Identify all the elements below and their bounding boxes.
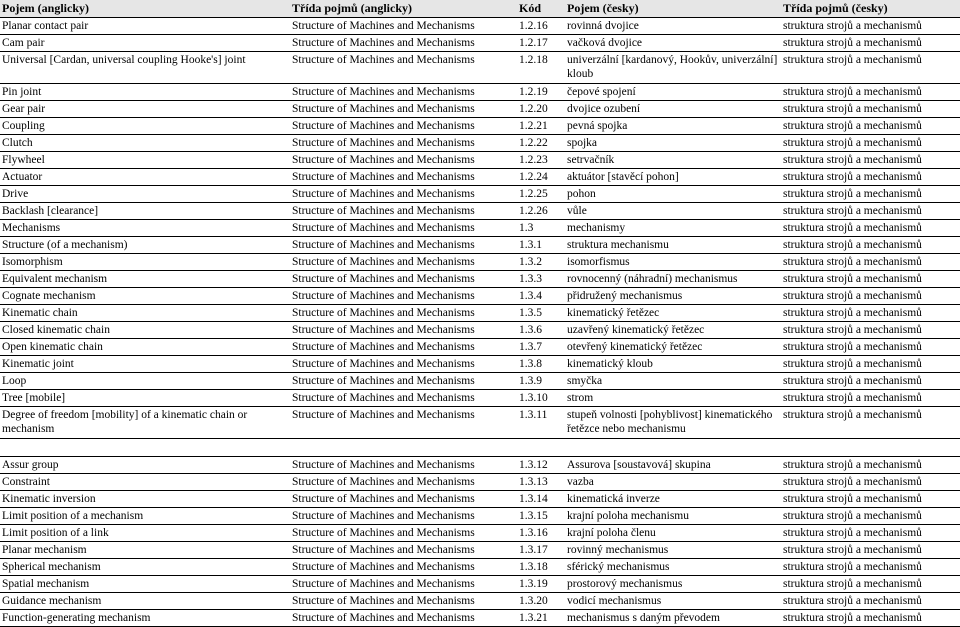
cell-term-en: Kinematic inversion xyxy=(0,491,290,508)
cell-code: 1.3.21 xyxy=(517,610,565,627)
cell-class-cz: struktura strojů a mechanismů xyxy=(781,593,960,610)
cell-class-en: Structure of Machines and Mechanisms xyxy=(290,525,517,542)
cell-term-cz: krajní poloha členu xyxy=(565,525,781,542)
cell-term-en: Flywheel xyxy=(0,152,290,169)
cell-term-cz: stupeň volnosti [pohyblivost] kinematického řetězce nebo mechanismu xyxy=(565,407,781,439)
cell-class-en: Structure of Machines and Mechanisms xyxy=(290,186,517,203)
cell-code: 1.2.26 xyxy=(517,203,565,220)
table-row xyxy=(0,220,960,237)
cell-term-cz: čepové spojení xyxy=(565,84,781,101)
cell-class-cz: struktura strojů a mechanismů xyxy=(781,407,960,439)
cell-class-cz: struktura strojů a mechanismů xyxy=(781,339,960,356)
cell-term-cz: struktura mechanismu xyxy=(565,237,781,254)
cell-code: 1.3.6 xyxy=(517,322,565,339)
cell-term-en: Isomorphism xyxy=(0,254,290,271)
cell-term-en: Assur group xyxy=(0,457,290,474)
cell-class-en: Structure of Machines and Mechanisms xyxy=(290,118,517,135)
cell-code: 1.2.24 xyxy=(517,169,565,186)
cell-class-cz: struktura strojů a mechanismů xyxy=(781,491,960,508)
cell-code: 1.3.3 xyxy=(517,271,565,288)
table-row xyxy=(0,407,960,439)
cell-term-cz: mechanismy xyxy=(565,220,781,237)
cell-term-en: Equivalent mechanism xyxy=(0,271,290,288)
cell-term-cz: prostorový mechanismus xyxy=(565,576,781,593)
cell-code: 1.2.22 xyxy=(517,135,565,152)
cell-code: 1.2.19 xyxy=(517,84,565,101)
cell-term-cz: uzavřený kinematický řetězec xyxy=(565,322,781,339)
table-row xyxy=(0,339,960,356)
cell-class-en: Structure of Machines and Mechanisms xyxy=(290,35,517,52)
cell-term-en: Function-generating mechanism xyxy=(0,610,290,627)
cell-term-cz: strom xyxy=(565,390,781,407)
cell-class-en: Structure of Machines and Mechanisms xyxy=(290,169,517,186)
cell-class-cz: struktura strojů a mechanismů xyxy=(781,101,960,118)
cell-class-en: Structure of Machines and Mechanisms xyxy=(290,339,517,356)
cell-term-en: Guidance mechanism xyxy=(0,593,290,610)
cell-term-en: Constraint xyxy=(0,474,290,491)
cell-class-en: Structure of Machines and Mechanisms xyxy=(290,271,517,288)
cell-term-en: Tree [mobile] xyxy=(0,390,290,407)
cell-term-en: Kinematic joint xyxy=(0,356,290,373)
cell-term-en: Loop xyxy=(0,373,290,390)
cell-class-cz: struktura strojů a mechanismů xyxy=(781,525,960,542)
cell-class-cz: struktura strojů a mechanismů xyxy=(781,237,960,254)
cell-code: 1.2.20 xyxy=(517,101,565,118)
header-term-cz: Pojem (česky) xyxy=(565,0,781,18)
table-row xyxy=(0,288,960,305)
table-body-second xyxy=(0,457,960,627)
spacer-row xyxy=(0,439,960,457)
table-body-main xyxy=(0,18,960,439)
table-row xyxy=(0,135,960,152)
cell-term-cz: smyčka xyxy=(565,373,781,390)
cell-class-en: Structure of Machines and Mechanisms xyxy=(290,542,517,559)
table-row xyxy=(0,271,960,288)
cell-term-en: Backlash [clearance] xyxy=(0,203,290,220)
header-code: Kód xyxy=(517,0,565,18)
cell-class-cz: struktura strojů a mechanismů xyxy=(781,35,960,52)
cell-class-en: Structure of Machines and Mechanisms xyxy=(290,390,517,407)
cell-code: 1.3.16 xyxy=(517,525,565,542)
cell-term-cz: sférický mechanismus xyxy=(565,559,781,576)
cell-code: 1.2.23 xyxy=(517,152,565,169)
cell-code: 1.3.18 xyxy=(517,559,565,576)
cell-code: 1.3.10 xyxy=(517,390,565,407)
cell-code: 1.3.7 xyxy=(517,339,565,356)
cell-class-cz: struktura strojů a mechanismů xyxy=(781,254,960,271)
cell-class-en: Structure of Machines and Mechanisms xyxy=(290,322,517,339)
table-row xyxy=(0,373,960,390)
cell-term-en: Planar mechanism xyxy=(0,542,290,559)
cell-term-en: Open kinematic chain xyxy=(0,339,290,356)
cell-term-en: Structure (of a mechanism) xyxy=(0,237,290,254)
cell-term-cz: pohon xyxy=(565,186,781,203)
cell-code: 1.3.9 xyxy=(517,373,565,390)
header-term-en: Pojem (anglicky) xyxy=(0,0,290,18)
cell-class-en: Structure of Machines and Mechanisms xyxy=(290,593,517,610)
cell-class-cz: struktura strojů a mechanismů xyxy=(781,84,960,101)
cell-term-cz: univerzální [kardanový, Hookův, univerzální] kloub xyxy=(565,52,781,84)
cell-term-en: Pin joint xyxy=(0,84,290,101)
cell-term-cz: Assurova [soustavová] skupina xyxy=(565,457,781,474)
table-row xyxy=(0,305,960,322)
table-row xyxy=(0,491,960,508)
cell-code: 1.2.25 xyxy=(517,186,565,203)
cell-class-cz: struktura strojů a mechanismů xyxy=(781,118,960,135)
cell-code: 1.3.13 xyxy=(517,474,565,491)
table-row xyxy=(0,18,960,35)
cell-term-cz: rovinná dvojice xyxy=(565,18,781,35)
cell-class-en: Structure of Machines and Mechanisms xyxy=(290,18,517,35)
cell-term-cz: aktuátor [stavěcí pohon] xyxy=(565,169,781,186)
cell-class-en: Structure of Machines and Mechanisms xyxy=(290,491,517,508)
cell-term-en: Kinematic chain xyxy=(0,305,290,322)
cell-term-en: Limit position of a link xyxy=(0,525,290,542)
cell-term-en: Cognate mechanism xyxy=(0,288,290,305)
table-row xyxy=(0,35,960,52)
cell-code: 1.3.1 xyxy=(517,237,565,254)
cell-term-en: Coupling xyxy=(0,118,290,135)
cell-class-cz: struktura strojů a mechanismů xyxy=(781,203,960,220)
cell-term-cz: vodicí mechanismus xyxy=(565,593,781,610)
cell-term-cz: přidružený mechanismus xyxy=(565,288,781,305)
table-row xyxy=(0,610,960,627)
table-row xyxy=(0,203,960,220)
table-gap xyxy=(0,439,960,457)
table-row xyxy=(0,322,960,339)
table-row xyxy=(0,169,960,186)
cell-class-en: Structure of Machines and Mechanisms xyxy=(290,101,517,118)
cell-class-cz: struktura strojů a mechanismů xyxy=(781,135,960,152)
cell-code: 1.2.17 xyxy=(517,35,565,52)
cell-term-en: Planar contact pair xyxy=(0,18,290,35)
table-row xyxy=(0,101,960,118)
table-row xyxy=(0,508,960,525)
cell-term-en: Cam pair xyxy=(0,35,290,52)
cell-class-en: Structure of Machines and Mechanisms xyxy=(290,559,517,576)
cell-class-en: Structure of Machines and Mechanisms xyxy=(290,610,517,627)
cell-term-cz: setrvačník xyxy=(565,152,781,169)
cell-code: 1.3.5 xyxy=(517,305,565,322)
cell-term-en: Spherical mechanism xyxy=(0,559,290,576)
cell-class-cz: struktura strojů a mechanismů xyxy=(781,576,960,593)
table-row xyxy=(0,525,960,542)
cell-code: 1.2.16 xyxy=(517,18,565,35)
cell-term-en: Spatial mechanism xyxy=(0,576,290,593)
cell-class-en: Structure of Machines and Mechanisms xyxy=(290,254,517,271)
cell-class-cz: struktura strojů a mechanismů xyxy=(781,373,960,390)
header-class-cz: Třída pojmů (česky) xyxy=(781,0,960,18)
cell-class-en: Structure of Machines and Mechanisms xyxy=(290,135,517,152)
cell-class-cz: struktura strojů a mechanismů xyxy=(781,508,960,525)
cell-class-en: Structure of Machines and Mechanisms xyxy=(290,288,517,305)
table-row xyxy=(0,474,960,491)
cell-term-cz: kinematická inverze xyxy=(565,491,781,508)
cell-code: 1.3.15 xyxy=(517,508,565,525)
cell-code: 1.3.4 xyxy=(517,288,565,305)
header-row xyxy=(0,0,960,18)
cell-code: 1.3 xyxy=(517,220,565,237)
cell-term-en: Limit position of a mechanism xyxy=(0,508,290,525)
table-row xyxy=(0,559,960,576)
cell-term-en: Actuator xyxy=(0,169,290,186)
cell-term-cz: kinematický řetězec xyxy=(565,305,781,322)
cell-code: 1.3.20 xyxy=(517,593,565,610)
cell-class-cz: struktura strojů a mechanismů xyxy=(781,18,960,35)
cell-class-cz: struktura strojů a mechanismů xyxy=(781,457,960,474)
cell-term-cz: vačková dvojice xyxy=(565,35,781,52)
cell-code: 1.3.2 xyxy=(517,254,565,271)
table-row xyxy=(0,593,960,610)
cell-term-cz: rovnocenný (náhradní) mechanismus xyxy=(565,271,781,288)
cell-code: 1.3.17 xyxy=(517,542,565,559)
table-row xyxy=(0,390,960,407)
cell-class-cz: struktura strojů a mechanismů xyxy=(781,186,960,203)
cell-class-cz: struktura strojů a mechanismů xyxy=(781,322,960,339)
cell-class-cz: struktura strojů a mechanismů xyxy=(781,220,960,237)
cell-class-en: Structure of Machines and Mechanisms xyxy=(290,373,517,390)
cell-class-en: Structure of Machines and Mechanisms xyxy=(290,220,517,237)
cell-code: 1.3.14 xyxy=(517,491,565,508)
cell-class-en: Structure of Machines and Mechanisms xyxy=(290,305,517,322)
table-row xyxy=(0,186,960,203)
table-row xyxy=(0,52,960,84)
cell-class-en: Structure of Machines and Mechanisms xyxy=(290,52,517,84)
table-row xyxy=(0,118,960,135)
cell-class-cz: struktura strojů a mechanismů xyxy=(781,169,960,186)
cell-class-en: Structure of Machines and Mechanisms xyxy=(290,203,517,220)
cell-class-en: Structure of Machines and Mechanisms xyxy=(290,576,517,593)
cell-class-cz: struktura strojů a mechanismů xyxy=(781,474,960,491)
cell-class-cz: struktura strojů a mechanismů xyxy=(781,542,960,559)
cell-class-cz: struktura strojů a mechanismů xyxy=(781,288,960,305)
header-class-en: Třída pojmů (anglicky) xyxy=(290,0,517,18)
cell-term-cz: pevná spojka xyxy=(565,118,781,135)
cell-class-en: Structure of Machines and Mechanisms xyxy=(290,407,517,439)
cell-class-en: Structure of Machines and Mechanisms xyxy=(290,356,517,373)
table-row xyxy=(0,237,960,254)
cell-code: 1.2.18 xyxy=(517,52,565,84)
cell-class-cz: struktura strojů a mechanismů xyxy=(781,356,960,373)
cell-term-cz: rovinný mechanismus xyxy=(565,542,781,559)
cell-term-en: Degree of freedom [mobility] of a kinematic chain or mechanism xyxy=(0,407,290,439)
cell-term-en: Mechanisms xyxy=(0,220,290,237)
cell-term-cz: kinematický kloub xyxy=(565,356,781,373)
cell-class-cz: struktura strojů a mechanismů xyxy=(781,390,960,407)
cell-term-cz: mechanismus s daným převodem xyxy=(565,610,781,627)
cell-term-cz: spojka xyxy=(565,135,781,152)
cell-class-en: Structure of Machines and Mechanisms xyxy=(290,474,517,491)
cell-class-cz: struktura strojů a mechanismů xyxy=(781,305,960,322)
cell-term-en: Clutch xyxy=(0,135,290,152)
cell-class-en: Structure of Machines and Mechanisms xyxy=(290,508,517,525)
cell-class-en: Structure of Machines and Mechanisms xyxy=(290,152,517,169)
cell-class-en: Structure of Machines and Mechanisms xyxy=(290,457,517,474)
cell-class-cz: struktura strojů a mechanismů xyxy=(781,559,960,576)
cell-code: 1.3.11 xyxy=(517,407,565,439)
cell-code: 1.3.8 xyxy=(517,356,565,373)
table-row xyxy=(0,84,960,101)
cell-term-en: Closed kinematic chain xyxy=(0,322,290,339)
cell-term-cz: krajní poloha mechanismu xyxy=(565,508,781,525)
cell-term-cz: vazba xyxy=(565,474,781,491)
cell-term-cz: otevřený kinematický řetězec xyxy=(565,339,781,356)
cell-class-cz: struktura strojů a mechanismů xyxy=(781,52,960,84)
cell-class-en: Structure of Machines and Mechanisms xyxy=(290,237,517,254)
cell-term-en: Drive xyxy=(0,186,290,203)
cell-code: 1.2.21 xyxy=(517,118,565,135)
cell-class-cz: struktura strojů a mechanismů xyxy=(781,152,960,169)
cell-class-cz: struktura strojů a mechanismů xyxy=(781,610,960,627)
cell-class-en: Structure of Machines and Mechanisms xyxy=(290,84,517,101)
table-row xyxy=(0,356,960,373)
table-row xyxy=(0,254,960,271)
cell-term-en: Gear pair xyxy=(0,101,290,118)
table-row xyxy=(0,457,960,474)
cell-term-cz: vůle xyxy=(565,203,781,220)
cell-code: 1.3.19 xyxy=(517,576,565,593)
cell-class-cz: struktura strojů a mechanismů xyxy=(781,271,960,288)
cell-term-en: Universal [Cardan, universal coupling Hooke's] joint xyxy=(0,52,290,84)
table-row xyxy=(0,542,960,559)
table-row xyxy=(0,576,960,593)
cell-code: 1.3.12 xyxy=(517,457,565,474)
cell-term-cz: dvojice ozubení xyxy=(565,101,781,118)
cell-term-cz: isomorfismus xyxy=(565,254,781,271)
table-row xyxy=(0,152,960,169)
